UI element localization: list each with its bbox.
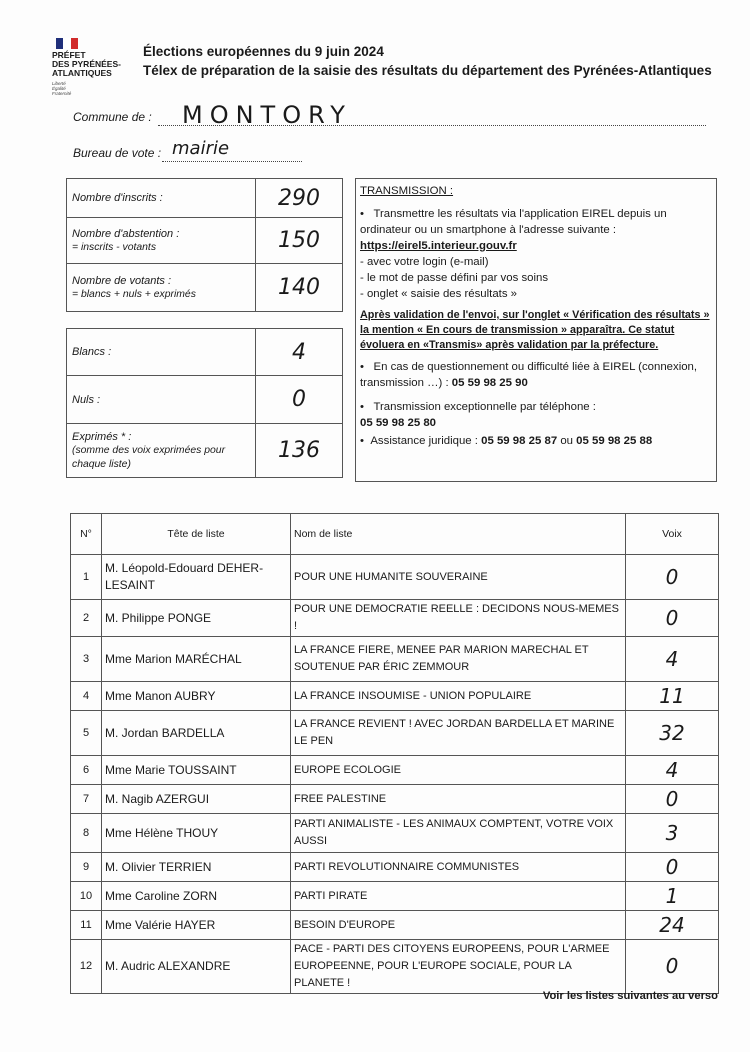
row-tete-de-liste: M. Léopold-Edouard DEHER-LESAINT: [102, 555, 291, 600]
blancs-row: [67, 329, 343, 376]
footer-note: Voir les listes suivantes au verso: [542, 990, 718, 1002]
counts-box: [66, 178, 343, 312]
row-voix-value[interactable]: 0: [626, 853, 719, 882]
row-number: 8: [71, 814, 102, 853]
transmission-validation-note: Après validation de l'envoi, sur l'onglet « Vérification des résultats » la mention « En cours de transmission » apparaîtra. Ce statut évoluera en «Transmis» après validation par la préfecture.: [360, 309, 710, 351]
row-tete-de-liste: Mme Marie TOUSSAINT: [102, 756, 291, 785]
exprimes-value[interactable]: 136: [256, 424, 343, 478]
support-phone: 05 59 98 25 90: [451, 377, 528, 389]
row-voix-value[interactable]: 24: [626, 911, 719, 940]
row-number: 11: [71, 911, 102, 940]
table-row: [71, 853, 719, 882]
row-nom-de-liste: LA FRANCE FIERE, MENEE PAR MARION MARECHAL ET SOUTENUE PAR ÉRIC ZEMMOUR: [291, 637, 626, 682]
row-number: 2: [71, 600, 102, 637]
results-body: [71, 555, 719, 994]
table-row: [71, 637, 719, 682]
row-tete-de-liste: Mme Valérie HAYER: [102, 911, 291, 940]
row-nom-de-liste: BESOIN D'EUROPE: [291, 911, 626, 940]
table-row: [71, 682, 719, 711]
row-tete-de-liste: M. Jordan BARDELLA: [102, 711, 291, 756]
table-row: [71, 711, 719, 756]
col-voix-header: Voix: [626, 514, 719, 555]
bureau-label: Bureau de vote :: [73, 146, 162, 160]
row-number: 5: [71, 711, 102, 756]
table-row: [71, 814, 719, 853]
row-tete-de-liste: M. Nagib AZERGUI: [102, 785, 291, 814]
row-tete-de-liste: Mme Manon AUBRY: [102, 682, 291, 711]
transmission-password: - le mot de passe défini par vos soins: [360, 272, 549, 284]
transmission-bullet-phone: • Transmission exceptionnelle par téléphone :: [360, 401, 596, 413]
inscrits-label: Nombre d'inscrits :: [67, 179, 256, 218]
votants-label: Nombre de votants : = blancs + nuls + exprimés: [67, 264, 256, 312]
blancs-label: Blancs :: [67, 329, 256, 376]
row-nom-de-liste: POUR UNE HUMANITE SOUVERAINE: [291, 555, 626, 600]
row-voix-value[interactable]: 4: [626, 756, 719, 785]
row-voix-value[interactable]: 11: [626, 682, 719, 711]
row-tete-de-liste: M. Olivier TERRIEN: [102, 853, 291, 882]
row-nom-de-liste: PARTI ANIMALISTE - LES ANIMAUX COMPTENT, VOTRE VOIX AUSSI: [291, 814, 626, 853]
transmission-login: - avec votre login (e-mail): [360, 256, 489, 268]
exprimes-label: Exprimés * : (somme des voix exprimées pour chaque liste): [67, 424, 256, 478]
commune-label: Commune de :: [73, 110, 152, 124]
page-subtitle: Télex de préparation de la saisie des résultats du département des Pyrénées-Atlantiques: [143, 63, 712, 78]
results-header-row: [71, 514, 719, 555]
row-tete-de-liste: Mme Hélène THOUY: [102, 814, 291, 853]
transmission-bullet-support: • En cas de questionnement ou difficulté liée à EIREL (connexion, transmission …) : 05 59 98 25 90: [360, 361, 698, 389]
row-nom-de-liste: FREE PALESTINE: [291, 785, 626, 814]
table-row: [71, 940, 719, 994]
col-nom-header: Nom de liste: [291, 514, 626, 555]
inscrits-value[interactable]: 290: [256, 179, 343, 218]
row-nom-de-liste: PARTI REVOLUTIONNAIRE COMMUNISTES: [291, 853, 626, 882]
col-num-header: N°: [71, 514, 102, 555]
nuls-row: [67, 376, 343, 424]
row-voix-value[interactable]: 4: [626, 637, 719, 682]
results-table: [70, 513, 719, 994]
table-row: [71, 882, 719, 911]
row-number: 7: [71, 785, 102, 814]
row-nom-de-liste: PACE - PARTI DES CITOYENS EUROPEENS, POUR L'ARMEE EUROPEENNE, POUR L'EUROPE SOCIALE, POUR LA PLANETE !: [291, 940, 626, 994]
prefecture-logo: [52, 38, 132, 96]
row-tete-de-liste: Mme Caroline ZORN: [102, 882, 291, 911]
transmission-phone: 05 59 98 25 80: [360, 417, 437, 429]
table-row: [71, 756, 719, 785]
row-number: 9: [71, 853, 102, 882]
row-nom-de-liste: POUR UNE DEMOCRATIE REELLE : DECIDONS NOUS-MEMES !: [291, 600, 626, 637]
nuls-value[interactable]: 0: [256, 376, 343, 424]
abstention-value[interactable]: 150: [256, 218, 343, 264]
abstention-row: [67, 218, 343, 264]
table-row: [71, 785, 719, 814]
row-number: 3: [71, 637, 102, 682]
row-nom-de-liste: PARTI PIRATE: [291, 882, 626, 911]
row-number: 6: [71, 756, 102, 785]
table-row: [71, 555, 719, 600]
motto: Liberté Égalité Fraternité: [52, 81, 72, 96]
row-number: 10: [71, 882, 102, 911]
row-nom-de-liste: LA FRANCE INSOUMISE - UNION POPULAIRE: [291, 682, 626, 711]
nuls-label: Nuls :: [67, 376, 256, 424]
document-titles: [143, 42, 712, 80]
blancs-value[interactable]: 4: [256, 329, 343, 376]
transmission-bullet-legal: • Assistance juridique : 05 59 98 25 87 ou 05 59 98 25 88: [360, 435, 653, 447]
eirel-url-link[interactable]: https://eirel5.interieur.gouv.fr: [360, 240, 517, 252]
row-voix-value[interactable]: 3: [626, 814, 719, 853]
transmission-bullet-eirel: • Transmettre les résultats via l'application EIREL depuis un ordinateur ou un smartphone à l'adresse suivante :: [360, 208, 667, 236]
transmission-title: TRANSMISSION :: [360, 185, 454, 197]
table-row: [71, 911, 719, 940]
row-voix-value[interactable]: 0: [626, 600, 719, 637]
prefecture-name: PRÉFET DES PYRÉNÉES- ATLANTIQUES: [52, 50, 121, 78]
page-title: Élections européennes du 9 juin 2024: [143, 44, 384, 59]
bureau-dotted-line: [162, 160, 302, 162]
row-voix-value[interactable]: 0: [626, 555, 719, 600]
row-voix-value[interactable]: 0: [626, 940, 719, 994]
row-voix-value[interactable]: 32: [626, 711, 719, 756]
row-number: 12: [71, 940, 102, 994]
row-tete-de-liste: M. Philippe PONGE: [102, 600, 291, 637]
votants-row: [67, 264, 343, 312]
inscrits-row: [67, 179, 343, 218]
transmission-box: [355, 178, 717, 482]
row-tete-de-liste: M. Audric ALEXANDRE: [102, 940, 291, 994]
flag-icon: [56, 38, 78, 49]
bureau-value[interactable]: mairie: [172, 138, 230, 159]
ballots-box: [66, 328, 343, 478]
table-row: [71, 600, 719, 637]
row-tete-de-liste: Mme Marion MARÉCHAL: [102, 637, 291, 682]
transmission-onglet: - onglet « saisie des résultats »: [360, 288, 518, 300]
row-voix-value[interactable]: 0: [626, 785, 719, 814]
exprimes-row: [67, 424, 343, 478]
abstention-label: Nombre d'abstention : = inscrits - votants: [67, 218, 256, 264]
row-number: 1: [71, 555, 102, 600]
col-tete-header: Tête de liste: [102, 514, 291, 555]
votants-value[interactable]: 140: [256, 264, 343, 312]
row-number: 4: [71, 682, 102, 711]
row-nom-de-liste: LA FRANCE REVIENT ! AVEC JORDAN BARDELLA ET MARINE LE PEN: [291, 711, 626, 756]
commune-value[interactable]: MONTORY: [182, 101, 352, 129]
row-nom-de-liste: EUROPE ECOLOGIE: [291, 756, 626, 785]
row-voix-value[interactable]: 1: [626, 882, 719, 911]
